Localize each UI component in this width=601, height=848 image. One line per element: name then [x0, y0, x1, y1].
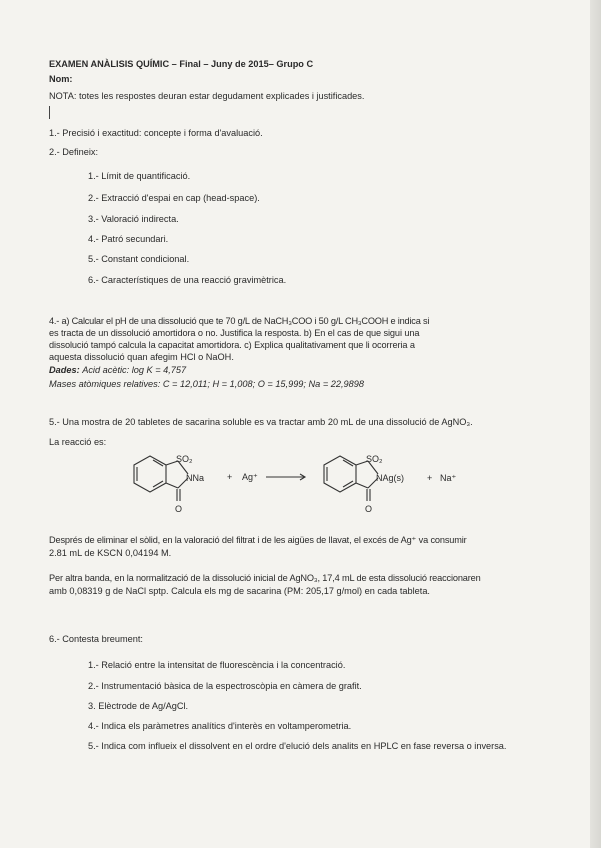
reaction-label: La reacció es: — [49, 437, 107, 447]
q4-data — [49, 364, 186, 376]
q6-item: 1.- Relació entre la intensitat de fluorescència i la concentració. — [88, 660, 346, 670]
q4-data-label: Dades: — [49, 365, 80, 375]
q5-para1-line: 2.81 mL de KSCN 0,04194 M. — [49, 548, 172, 558]
text-cursor — [49, 106, 50, 119]
question-1: 1.- Precisió i exactitud: concepte i forma d'avaluació. — [49, 128, 263, 138]
sodium-ion: Na⁺ — [440, 473, 457, 483]
q2-item: 3.- Valoració indirecta. — [88, 214, 179, 224]
question-5: 5.- Una mostra de 20 tabletes de sacarina soluble es va tractar amb 20 mL de una dissolució de AgNO₃. — [49, 417, 473, 427]
so2-left: SO₂ — [176, 454, 193, 464]
so2-right: SO₂ — [366, 454, 383, 464]
silver-ion: Ag⁺ — [242, 472, 258, 482]
question-2: 2.- Defineix: — [49, 147, 99, 157]
n-ag-right: NAg(s) — [376, 473, 405, 483]
question-6: 6.- Contesta breument: — [49, 634, 143, 644]
q6-item: 5.- Indica com influeix el dissolvent en el ordre d'elució dels analits en HPLC en fase reversa o inversa. — [88, 741, 507, 751]
q6-item: 2.- Instrumentació bàsica de la espectroscòpia en càmera de grafit. — [88, 681, 362, 691]
oxygen-right: O — [365, 504, 373, 514]
q2-item: 5.- Constant condicional. — [88, 254, 190, 264]
q5-para2-line: Per altra banda, en la normalització de la dissolució inicial de AgNO₃, 17,4 mL de esta dissolució reaccionaren — [49, 573, 481, 583]
exam-title: EXAMEN ANÀLISIS QUÍMIC – Final – Juny de 2015– Grupo C — [49, 59, 314, 69]
plus-1: + — [227, 472, 233, 482]
page-edge-shadow — [590, 0, 601, 848]
q4-data-value: Acid acètic: log K = 4,757 — [82, 365, 187, 375]
benzene-ring-right — [324, 456, 356, 492]
q4-masses: Mases atòmiques relatives: C = 12,011; H = 1,008; O = 15,999; Na = 22,9898 — [49, 379, 364, 389]
name-label: Nom: — [49, 74, 73, 84]
q4-line: 4.- a) Calcular el pH de una dissolució que te 70 g/L de NaCH₃COO i 50 g/L CH₃COOH e indica si — [49, 316, 430, 326]
q4-line: aquesta dissolució quan afegim HCl o NaOH. — [49, 352, 234, 362]
q2-item: 2.- Extracció d'espai en cap (head-space). — [88, 193, 260, 203]
q2-item: 1.- Límit de quantificació. — [88, 171, 191, 181]
benzene-ring-left — [134, 456, 166, 492]
plus-2: + — [427, 473, 433, 483]
q2-item: 6.- Característiques de una reacció gravimètrica. — [88, 275, 287, 285]
q6-item: 4.- Indica els paràmetres analítics d'interès en voltamperometria. — [88, 721, 352, 731]
exam-note: NOTA: totes les respostes deuran estar degudament explicades i justificades. — [49, 91, 365, 101]
q4-line: es tracta de un dissolució amortidora o no. Justifica la resposta. b) En el cas de que sigui una — [49, 328, 420, 338]
q5-para1-line: Després de eliminar el sòlid, en la valoració del filtrat i de les aigües de llavat, el excés de Ag⁺ va consumir — [49, 535, 467, 545]
q2-item: 4.- Patró secundari. — [88, 234, 169, 244]
q5-para2-line: amb 0,08319 g de NaCl sptp. Calcula els mg de sacarina (PM: 205,17 g/mol) en cada tableta. — [49, 586, 430, 596]
oxygen-left: O — [175, 504, 183, 514]
q6-item: 3. Elèctrode de Ag/AgCl. — [88, 701, 189, 711]
n-na-left: NNa — [186, 473, 205, 483]
reaction-scheme — [120, 448, 480, 520]
q4-line: dissolució tampó calcula la capacitat amortidora. c) Explica qualitativament que li ocorreria a — [49, 340, 415, 350]
